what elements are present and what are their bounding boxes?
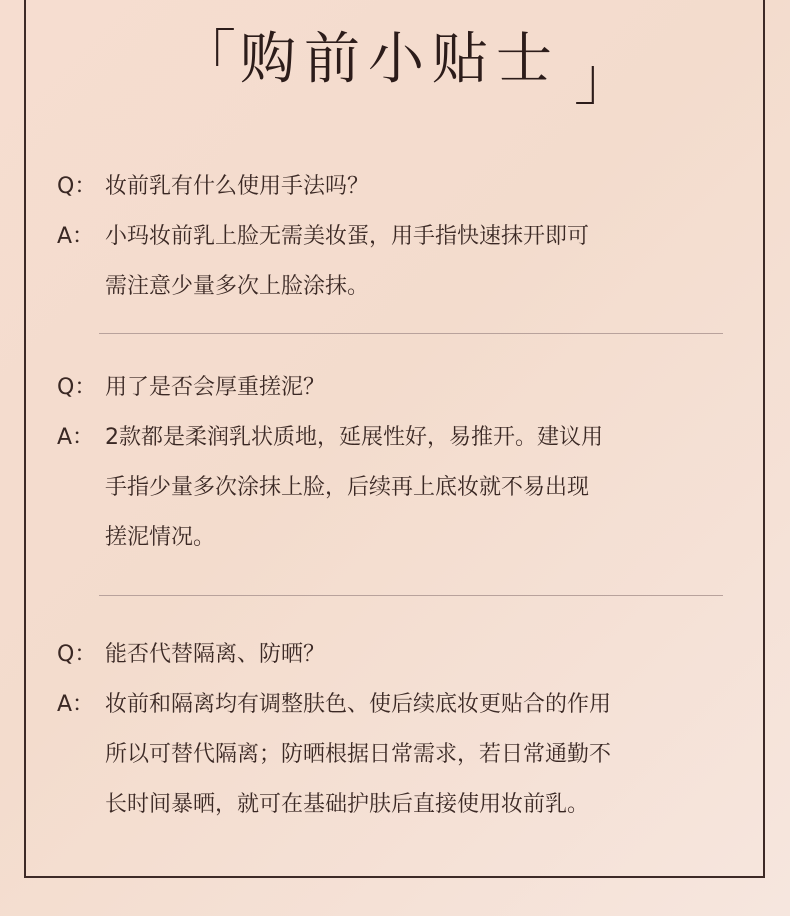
divider	[99, 333, 723, 334]
title-close-bracket: 」	[574, 45, 633, 113]
question-line	[57, 162, 737, 212]
qa-item-3	[57, 630, 737, 830]
qa-item-2	[57, 363, 737, 563]
title-open-bracket: 「	[178, 23, 237, 91]
question-text: 能否代替隔离、防晒？	[105, 642, 326, 667]
question-line	[57, 363, 737, 413]
answer-continuation: 手指少量多次涂抹上脸，后续再上底妆就不易出现	[105, 475, 590, 500]
question-prefix: Q：	[57, 174, 97, 199]
title-row	[0, 23, 790, 113]
question-prefix: Q：	[57, 642, 97, 667]
answer-text: 小玛妆前乳上脸无需美妆蛋，用手指快速抹开即可	[105, 224, 590, 249]
answer-prefix: A：	[57, 692, 95, 717]
question-text: 用了是否会厚重搓泥？	[105, 375, 326, 400]
divider	[99, 595, 723, 596]
question-prefix: Q：	[57, 375, 97, 400]
answer-continuation: 需注意少量多次上脸涂抹。	[105, 274, 370, 299]
answer-continuation: 搓泥情况。	[105, 525, 216, 550]
answer-prefix: A：	[57, 425, 95, 450]
answer-line	[57, 680, 737, 730]
answer-text: 2款都是柔润乳状质地，延展性好，易推开。建议用	[105, 425, 603, 450]
qa-item-1	[57, 162, 737, 312]
answer-line	[57, 413, 737, 463]
answer-continuation: 所以可替代隔离；防晒根据日常需求，若日常通勤不	[105, 742, 612, 767]
answer-continuation: 长时间暴晒，就可在基础护肤后直接使用妆前乳。	[105, 792, 590, 817]
question-text: 妆前乳有什么使用手法吗？	[105, 174, 370, 199]
page-title: 购前小贴士	[240, 27, 560, 92]
question-line	[57, 630, 737, 680]
answer-text: 妆前和隔离均有调整肤色、使后续底妆更贴合的作用	[105, 692, 612, 717]
answer-line	[57, 212, 737, 262]
answer-prefix: A：	[57, 224, 95, 249]
